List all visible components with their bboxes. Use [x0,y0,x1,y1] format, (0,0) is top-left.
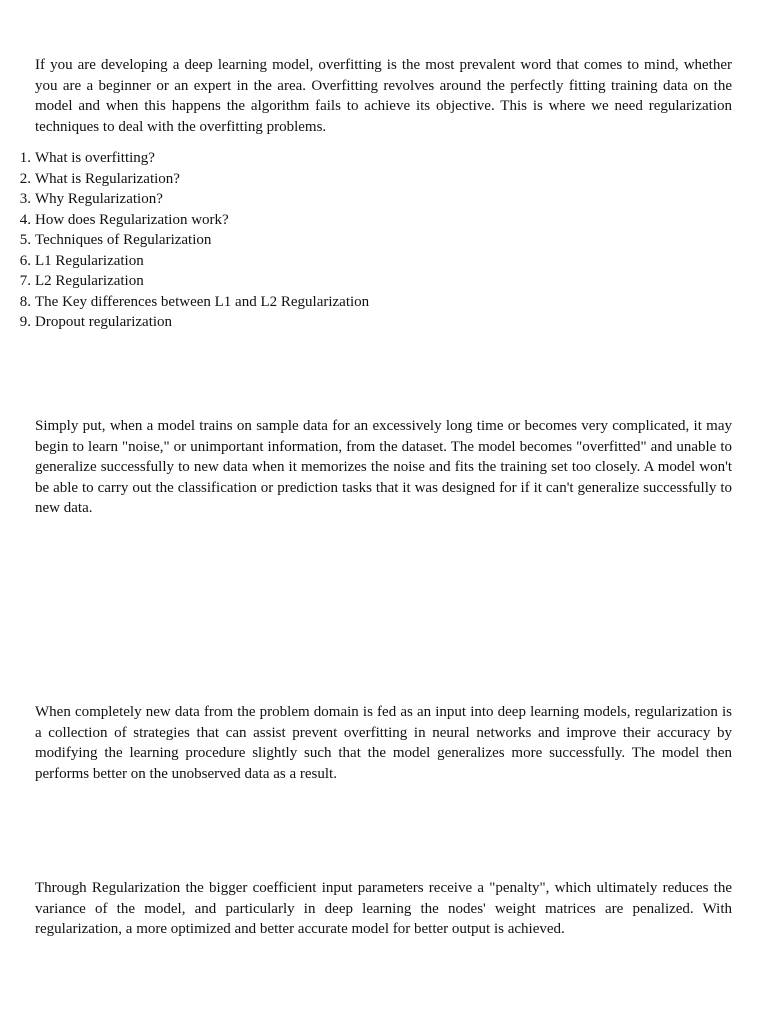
regularization-paragraph: When completely new data from the problem domain is fed as an input into deep learning models, regularization is a collection of strategies that can assist prevent overfitting in neural networks and improve their accuracy by modifying the learning procedure slightly such that the model generalizes more successfully. The model then performs better on the unobserved data as a result. [35,704,732,782]
toc-item [19,312,369,333]
toc-item-number: 4. [19,211,31,228]
toc-item [19,189,369,210]
toc-item-label: What is overfitting? [35,150,155,166]
toc-item-number: 9. [19,314,31,330]
toc-item-number: 8. [19,293,31,310]
toc-item-number: 2. [19,170,31,187]
toc-item-label: What is Regularization? [35,170,180,187]
toc-item-number: 1. [19,150,31,166]
toc-item-label: The Key differences between L1 and L2 Regularization [35,293,370,310]
penalty-paragraph: Through Regularization the bigger coefficient input parameters receive a "penalty", which ultimately reduces the variance of the model, and particularly in deep learning the nodes' weight matrices are penalized. With regularization, a more optimized and better accurate model for better output is achieved. [35,880,732,937]
toc-item [19,169,369,190]
overfitting-paragraph: Simply put, when a model trains on sample data for an excessively long time or becomes very complicated, it may begin to learn "noise," or unimportant information, from the dataset. The model becomes "overfitted" and unable to generalize successfully to new data when it memorizes the noise and fits the training set too closely. A model won't be able to carry out the classification or prediction tasks that it was designed for if it can't generalize successfully to new data. [35,418,732,516]
intro-paragraph: If you are developing a deep learning model, overfitting is the most prevalent word that comes to mind, whether you are a beginner or an expert in the area. Overfitting revolves around the perfectly fitting training data on the model and when this happens the algorithm fails to achieve its objective. This is where we need regularization techniques to deal with the overfitting problems. [35,57,732,135]
toc-item-label: Why Regularization? [35,191,163,207]
toc-item-label: How does Regularization work? [35,211,229,228]
toc-item-label: Dropout regularization [35,314,173,330]
table-of-contents [19,148,370,333]
toc-item [19,251,369,272]
toc-item [19,210,369,231]
toc-item-number: 3. [19,191,31,207]
toc-item [19,271,369,292]
toc-item-label: L2 Regularization [35,273,144,289]
toc-item-label: L1 Regularization [35,252,144,269]
toc-item-number: 6. [19,252,31,269]
toc-item [19,292,370,313]
toc-item-label: Techniques of Regularization [35,232,212,248]
toc-item [19,230,369,251]
toc-item [19,148,369,169]
toc-item-number: 5. [19,232,31,248]
toc-item-number: 7. [19,273,31,289]
